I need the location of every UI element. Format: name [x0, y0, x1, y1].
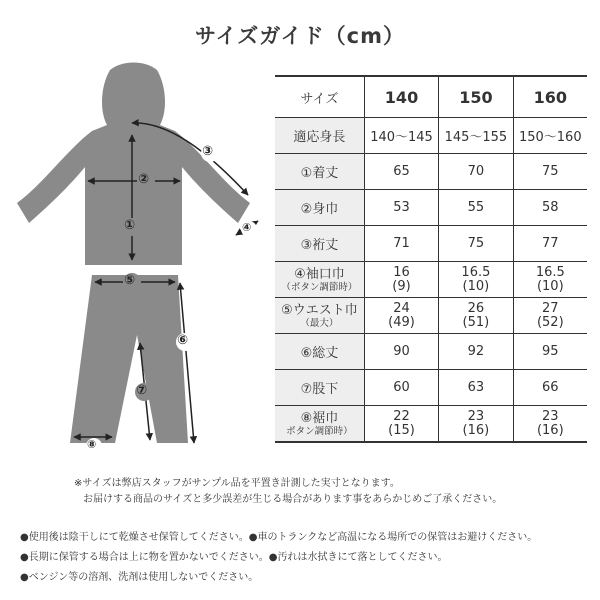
table-cell: 95 [513, 334, 587, 370]
care-bullet-1: ●使用後は陰干しにて乾燥させ保管してください。●車のトランクなど高温になる場所での保管はお避けください。 [20, 532, 538, 543]
diagram-label-3: ③ [202, 144, 214, 159]
row-label [275, 298, 364, 334]
measurement-note: ※サイズは弊店スタッフがサンプル品を平置き計測した実寸となります。 [74, 478, 400, 489]
table-cell: 70 [439, 154, 513, 190]
cell-subvalue: (10) [536, 278, 564, 294]
table-cell: 63 [439, 370, 513, 406]
table-row [275, 406, 587, 443]
table-row [275, 154, 587, 190]
table-cell [364, 262, 438, 298]
table-cell: 145〜155 [439, 118, 513, 154]
cell-subvalue: (49) [388, 314, 415, 330]
page-title: サイズガイド（cm） [194, 24, 406, 48]
table-row [275, 226, 587, 262]
table-cell [439, 406, 513, 443]
table-cell: 77 [513, 226, 587, 262]
cell-value: 23 [467, 408, 485, 424]
header-size-150: 150 [439, 76, 513, 118]
diagram-label-8: ⑧ [87, 438, 97, 451]
cell-value: 27 [542, 300, 559, 316]
table-cell [364, 406, 438, 443]
cell-subvalue: (16) [462, 422, 490, 438]
table-cell: 58 [513, 190, 587, 226]
table-cell [439, 262, 513, 298]
table-cell: 65 [364, 154, 438, 190]
header-size-label: サイズ [275, 76, 364, 118]
cell-value: 16 [393, 264, 410, 280]
cell-subvalue: (52) [536, 314, 564, 330]
row-label-sub: ボタン調節時） [286, 425, 353, 437]
table-cell: 90 [364, 334, 438, 370]
diagram-label-6: ⑥ [177, 333, 189, 348]
table-cell [513, 298, 587, 334]
cell-subvalue: (15) [388, 422, 415, 438]
table-cell: 60 [364, 370, 438, 406]
table-cell: 53 [364, 190, 438, 226]
table-cell [364, 298, 438, 334]
cell-value: 22 [393, 408, 410, 424]
table-cell [513, 406, 587, 443]
row-label [275, 406, 364, 443]
table-row [275, 370, 587, 406]
diagram-label-5: ⑤ [124, 273, 136, 288]
cell-subvalue: (9) [392, 278, 411, 294]
row-label-sub: （最大） [300, 317, 339, 329]
row-label: ②身巾 [275, 190, 364, 226]
row-label-sub: （ボタン調節時） [281, 281, 358, 293]
cell-value: 23 [542, 408, 559, 424]
cell-subvalue: (10) [462, 278, 490, 294]
table-cell: 140〜145 [364, 118, 438, 154]
table-cell: 71 [364, 226, 438, 262]
table-row [275, 118, 587, 154]
tolerance-note: お届けする商品のサイズと多少誤差が生じる場合があります事をあらかじめご了承ください。 [83, 494, 503, 505]
row-label-main: ⑤ウエスト巾 [281, 302, 358, 318]
table-row [275, 262, 587, 298]
cell-subvalue: (16) [536, 422, 564, 438]
table-header-row [275, 76, 587, 118]
cell-subvalue: (51) [462, 314, 490, 330]
table-cell [439, 298, 513, 334]
diagram-label-1: ① [124, 218, 136, 233]
table-cell [513, 262, 587, 298]
diagram-label-2: ② [138, 172, 150, 187]
table-row [275, 190, 587, 226]
diagram-label-7: ⑦ [136, 383, 148, 398]
header-size-160: 160 [513, 76, 587, 118]
care-bullet-3: ●ベンジン等の溶剤、洗剤は使用しないでください。 [20, 572, 259, 583]
pants-shape [70, 275, 188, 443]
cell-value: 26 [467, 300, 485, 316]
table-cell: 55 [439, 190, 513, 226]
care-bullet-2: ●長期に保管する場合は上に物を置かないでください。●汚れは水拭きにて落としてください。 [20, 552, 448, 563]
table-cell: 92 [439, 334, 513, 370]
table-cell: 75 [513, 154, 587, 190]
header-size-140: 140 [364, 76, 438, 118]
row-label: ⑥総丈 [275, 334, 364, 370]
cell-value: 16.5 [535, 264, 565, 280]
garment-diagram [0, 55, 275, 460]
table-cell: 75 [439, 226, 513, 262]
table-row [275, 298, 587, 334]
row-label: 適応身長 [275, 118, 364, 154]
diagram-label-4: ④ [242, 221, 252, 234]
row-label [275, 262, 364, 298]
table-cell: 150〜160 [513, 118, 587, 154]
cell-value: 16.5 [461, 264, 491, 280]
row-label: ⑦股下 [275, 370, 364, 406]
row-label: ①着丈 [275, 154, 364, 190]
table-cell: 66 [513, 370, 587, 406]
row-label-main: ⑧裾巾 [300, 410, 339, 426]
row-label-main: ④袖口巾 [294, 266, 345, 282]
row-label: ③裄丈 [275, 226, 364, 262]
cell-value: 24 [393, 300, 410, 316]
size-table [275, 75, 587, 443]
table-row [275, 334, 587, 370]
